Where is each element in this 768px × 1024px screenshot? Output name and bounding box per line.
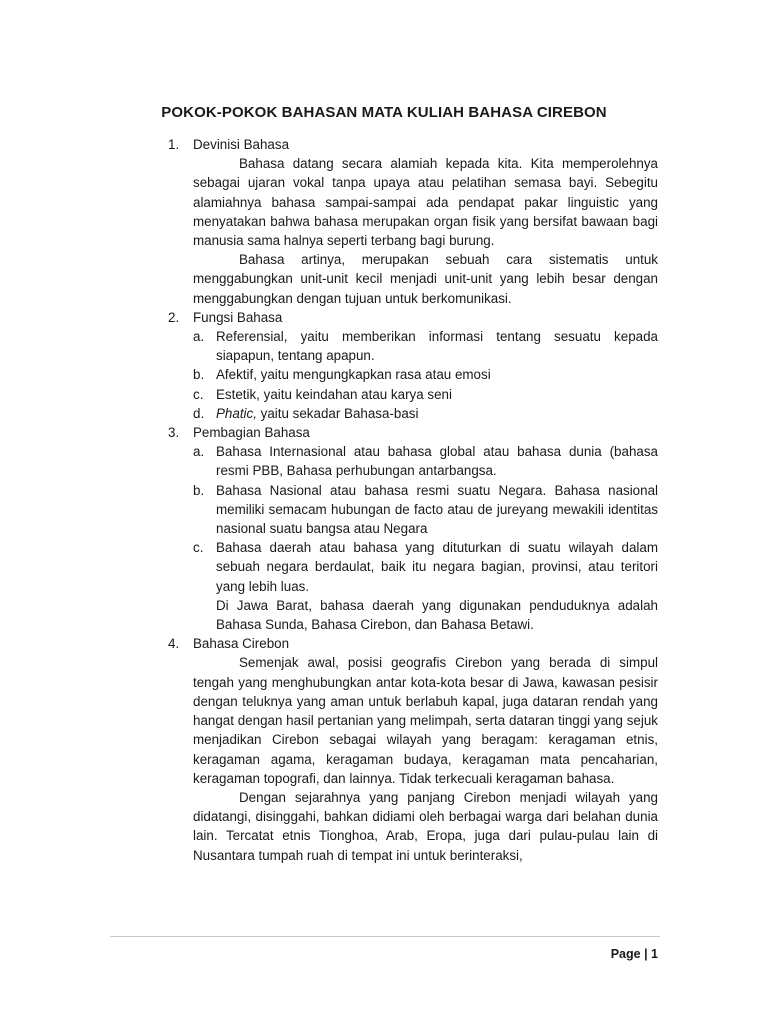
list-item-text bbox=[216, 404, 658, 423]
list-item-note: Di Jawa Barat, bahasa daerah yang digunakan penduduknya adalah Bahasa Sunda, Bahasa Cirebon, dan Bahasa Betawi. bbox=[216, 597, 658, 633]
document-title: POKOK-POKOK BAHASAN MATA KULIAH BAHASA CIREBON bbox=[161, 104, 607, 121]
list-item-text: Referensial, yaitu memberikan informasi tentang sesuatu kepada siapapun, tentang apapun. bbox=[216, 329, 658, 364]
body-paragraph: Bahasa artinya, merupakan sebuah cara sistematis untuk menggabungkan unit-unit kecil menjadi unit-unit yang lebih besar dengan menggabungkan dengan tujuan untuk berkomunikasi. bbox=[193, 252, 658, 306]
list-letter: c. bbox=[193, 540, 204, 556]
section-pembagian-bahasa bbox=[168, 423, 658, 634]
list-item-text: Afektif, yaitu mengungkapkan rasa atau emosi bbox=[216, 367, 491, 383]
document-body bbox=[168, 135, 658, 865]
list-item bbox=[193, 404, 658, 423]
page-number: Page | 1 bbox=[610, 947, 658, 961]
list-letter: b. bbox=[193, 367, 205, 383]
phatic-definition: yaitu sekadar Bahasa-basi bbox=[256, 405, 419, 421]
section-heading: Bahasa Cirebon bbox=[193, 636, 290, 652]
list-item bbox=[193, 327, 658, 365]
list-letter: a. bbox=[193, 444, 205, 460]
list-item bbox=[193, 442, 658, 480]
section-heading: Devinisi Bahasa bbox=[193, 137, 290, 152]
list-letter: c. bbox=[193, 386, 204, 402]
section-fungsi-bahasa bbox=[168, 308, 658, 423]
list-item bbox=[193, 385, 658, 404]
section-bahasa-cirebon bbox=[168, 634, 658, 864]
body-paragraph: Semenjak awal, posisi geografis Cirebon yang berada di simpul tengah yang menghubungkan antar kota-kota besar di Jawa, kawasan pesisir dengan teluknya yang aman untuk berlabuh kapal, juga dataran rendah yang hangat dengan hasil pertanian yang melimpah, serta dataran tinggi yang sejuk menjadikan Cirebon sebagai wilayah yang beragam: keragaman etnis, keragaman agama, keragaman budaya, keragaman mata pencaharian, keragaman topografi, dan lainnya. Tidak terkecuali keragaman bahasa. bbox=[193, 655, 658, 786]
list-item-text: Bahasa Internasional atau bahasa global atau bahasa dunia (bahasa resmi PBB, Bahasa perhubungan antarbangsa. bbox=[216, 444, 658, 479]
section-number: 4. bbox=[168, 636, 180, 652]
body-paragraph: Dengan sejarahnya yang panjang Cirebon menjadi wilayah yang didatangi, disinggahi, bahkan didiami oleh berbagai warga dari belahan dunia lain. Tercatat etnis Tionghoa, Arab, Eropa, juga dari pulau-pulau lain di Nusantara tumpah ruah di tempat ini untuk berinteraksi, bbox=[193, 789, 658, 863]
phatic-term: Phatic, bbox=[216, 405, 257, 421]
section-number: 3. bbox=[168, 425, 180, 441]
list-item-text: Bahasa daerah atau bahasa yang dituturkan di suatu wilayah dalam sebuah negara berdaulat, baik itu negara bagian, provinsi, atau teritori yang lebih luas. bbox=[216, 540, 658, 594]
footer-divider bbox=[110, 936, 660, 937]
section-heading: Fungsi Bahasa bbox=[193, 309, 283, 325]
list-item bbox=[193, 481, 658, 539]
list-item bbox=[193, 365, 658, 384]
list-item bbox=[193, 538, 658, 634]
section-number: 2. bbox=[168, 309, 180, 325]
body-paragraph: Bahasa datang secara alamiah kepada kita. Kita memperolehnya sebagai ujaran vokal tanpa upaya atau pelatihan semasa bayi. Sebegitu alamiahnya bahasa sampai-sampai ada pendapat pakar linguistic yang menyatakan bahwa bahasa merupakan organ fisik yang bersifat bawaan bagi manusia sama halnya seperti terbang bagi burung. bbox=[193, 156, 658, 249]
list-item-text: Estetik, yaitu keindahan atau karya seni bbox=[216, 386, 452, 402]
list-letter: d. bbox=[193, 405, 205, 421]
section-number: 1. bbox=[168, 137, 180, 152]
list-letter: b. bbox=[193, 482, 205, 498]
list-item-text: Bahasa Nasional atau bahasa resmi suatu Negara. Bahasa nasional memiliki semacam hubungan de facto atau de jureyang mewakili identitas nasional suatu bangsa atau Negara bbox=[216, 482, 658, 537]
section-heading: Pembagian Bahasa bbox=[193, 425, 310, 441]
list-letter: a. bbox=[193, 329, 205, 345]
section-devinisi-bahasa bbox=[168, 135, 658, 308]
